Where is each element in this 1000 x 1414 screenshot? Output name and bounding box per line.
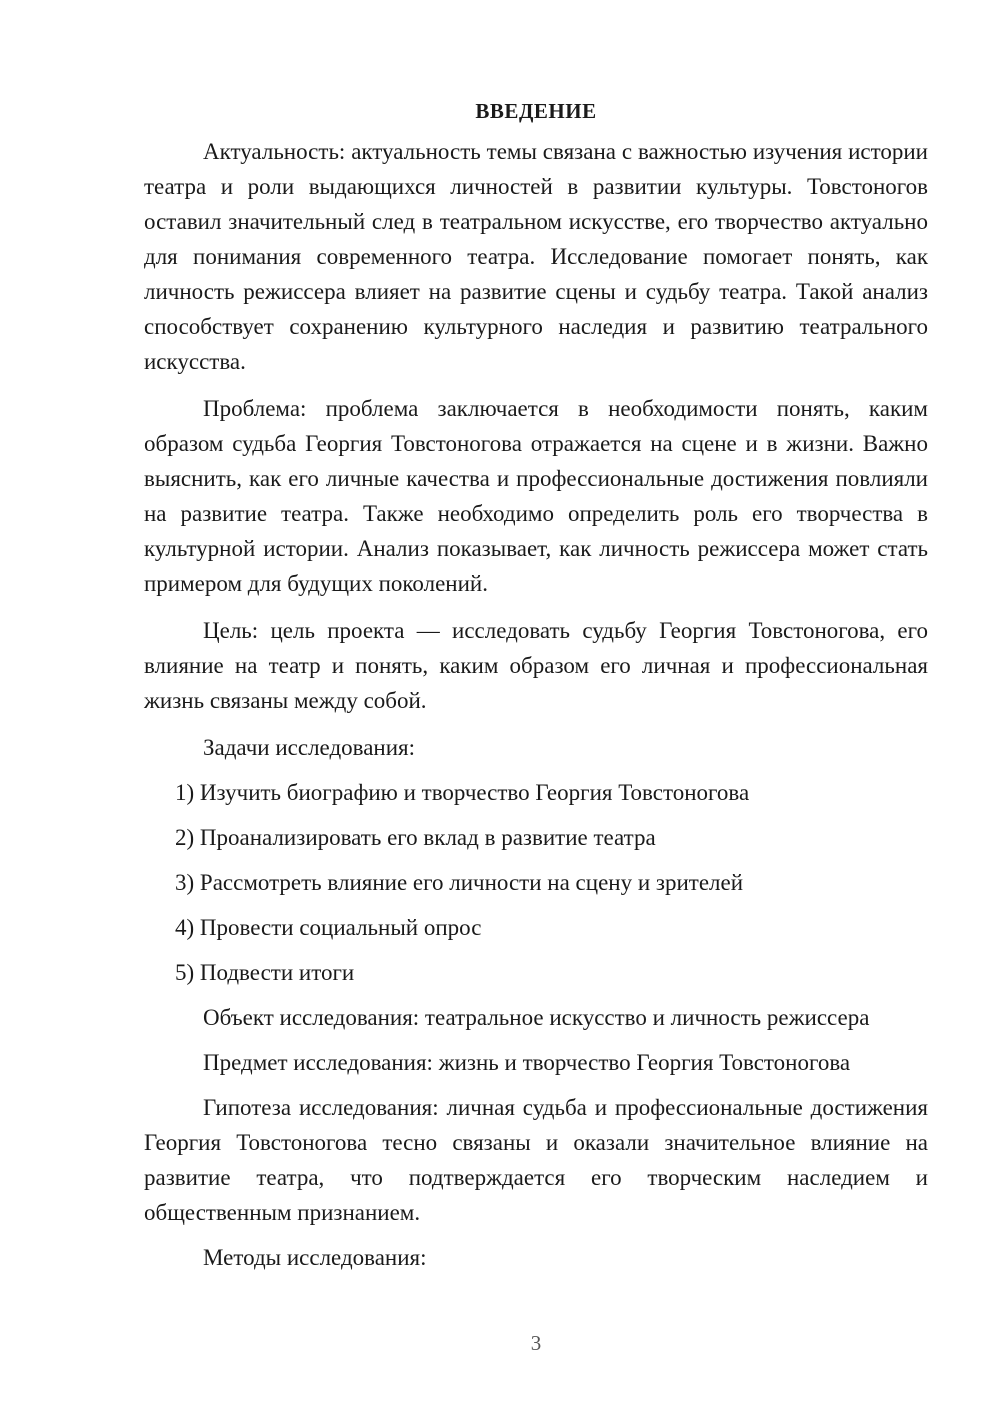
problem-paragraph: Проблема: проблема заключается в необходимости понять, каким образом судьба Георгия Товстоногова отражается на сцене и в жизни. Важно выяснить, как его личные качества и профессиональные достижения повлияли на развитие театра. Также необходимо определить роль его творчества в культурной истории. Анализ показывает, как личность режиссера может стать примером для будущих поколений. [144, 396, 928, 596]
tasks-heading: Задачи исследования: [203, 735, 416, 760]
task-item-5: 5) Подвести итоги [175, 960, 355, 985]
relevance-paragraph: Актуальность: актуальность темы связана с важностью изучения истории театра и роли выдающихся личностей в развитии культуры. Товстоногов оставил значительный след в театральном искусстве, его творчество актуально для понимания современного театра. Исследование помогает понять, как личность режиссера влияет на развитие сцены и судьбу театра. Такой анализ способствует сохранению культурного наследия и развитию театрального искусства. [144, 139, 928, 374]
page-content [144, 96, 928, 1285]
task-item-3: 3) Рассмотреть влияние его личности на сцену и зрителей [175, 870, 744, 895]
task-item-1: 1) Изучить биографию и творчество Георгия Товстоногова [175, 780, 750, 805]
research-subject: Предмет исследования: жизнь и творчество Георгия Товстоногова [203, 1050, 851, 1075]
hypothesis-paragraph: Гипотеза исследования: личная судьба и профессиональные достижения Георгия Товстоногова тесно связаны и оказали значительное влияние на развитие театра, что подтверждается его творческим наследием и общественным признанием. [144, 1095, 928, 1225]
task-item-4: 4) Провести социальный опрос [175, 915, 482, 940]
research-object: Объект исследования: театральное искусство и личность режиссера [203, 1005, 870, 1030]
page-number: 3 [530, 1331, 542, 1355]
goal-paragraph: Цель: цель проекта — исследовать судьбу Георгия Товстоногова, его влияние на театр и понять, каким образом его личная и профессиональная жизнь связаны между собой. [144, 618, 928, 713]
tasks-list [144, 775, 928, 990]
task-item-2: 2) Проанализировать его вклад в развитие театра [175, 825, 656, 850]
methods-heading: Методы исследования: [203, 1245, 427, 1270]
section-title: ВВЕДЕНИЕ [475, 99, 597, 123]
